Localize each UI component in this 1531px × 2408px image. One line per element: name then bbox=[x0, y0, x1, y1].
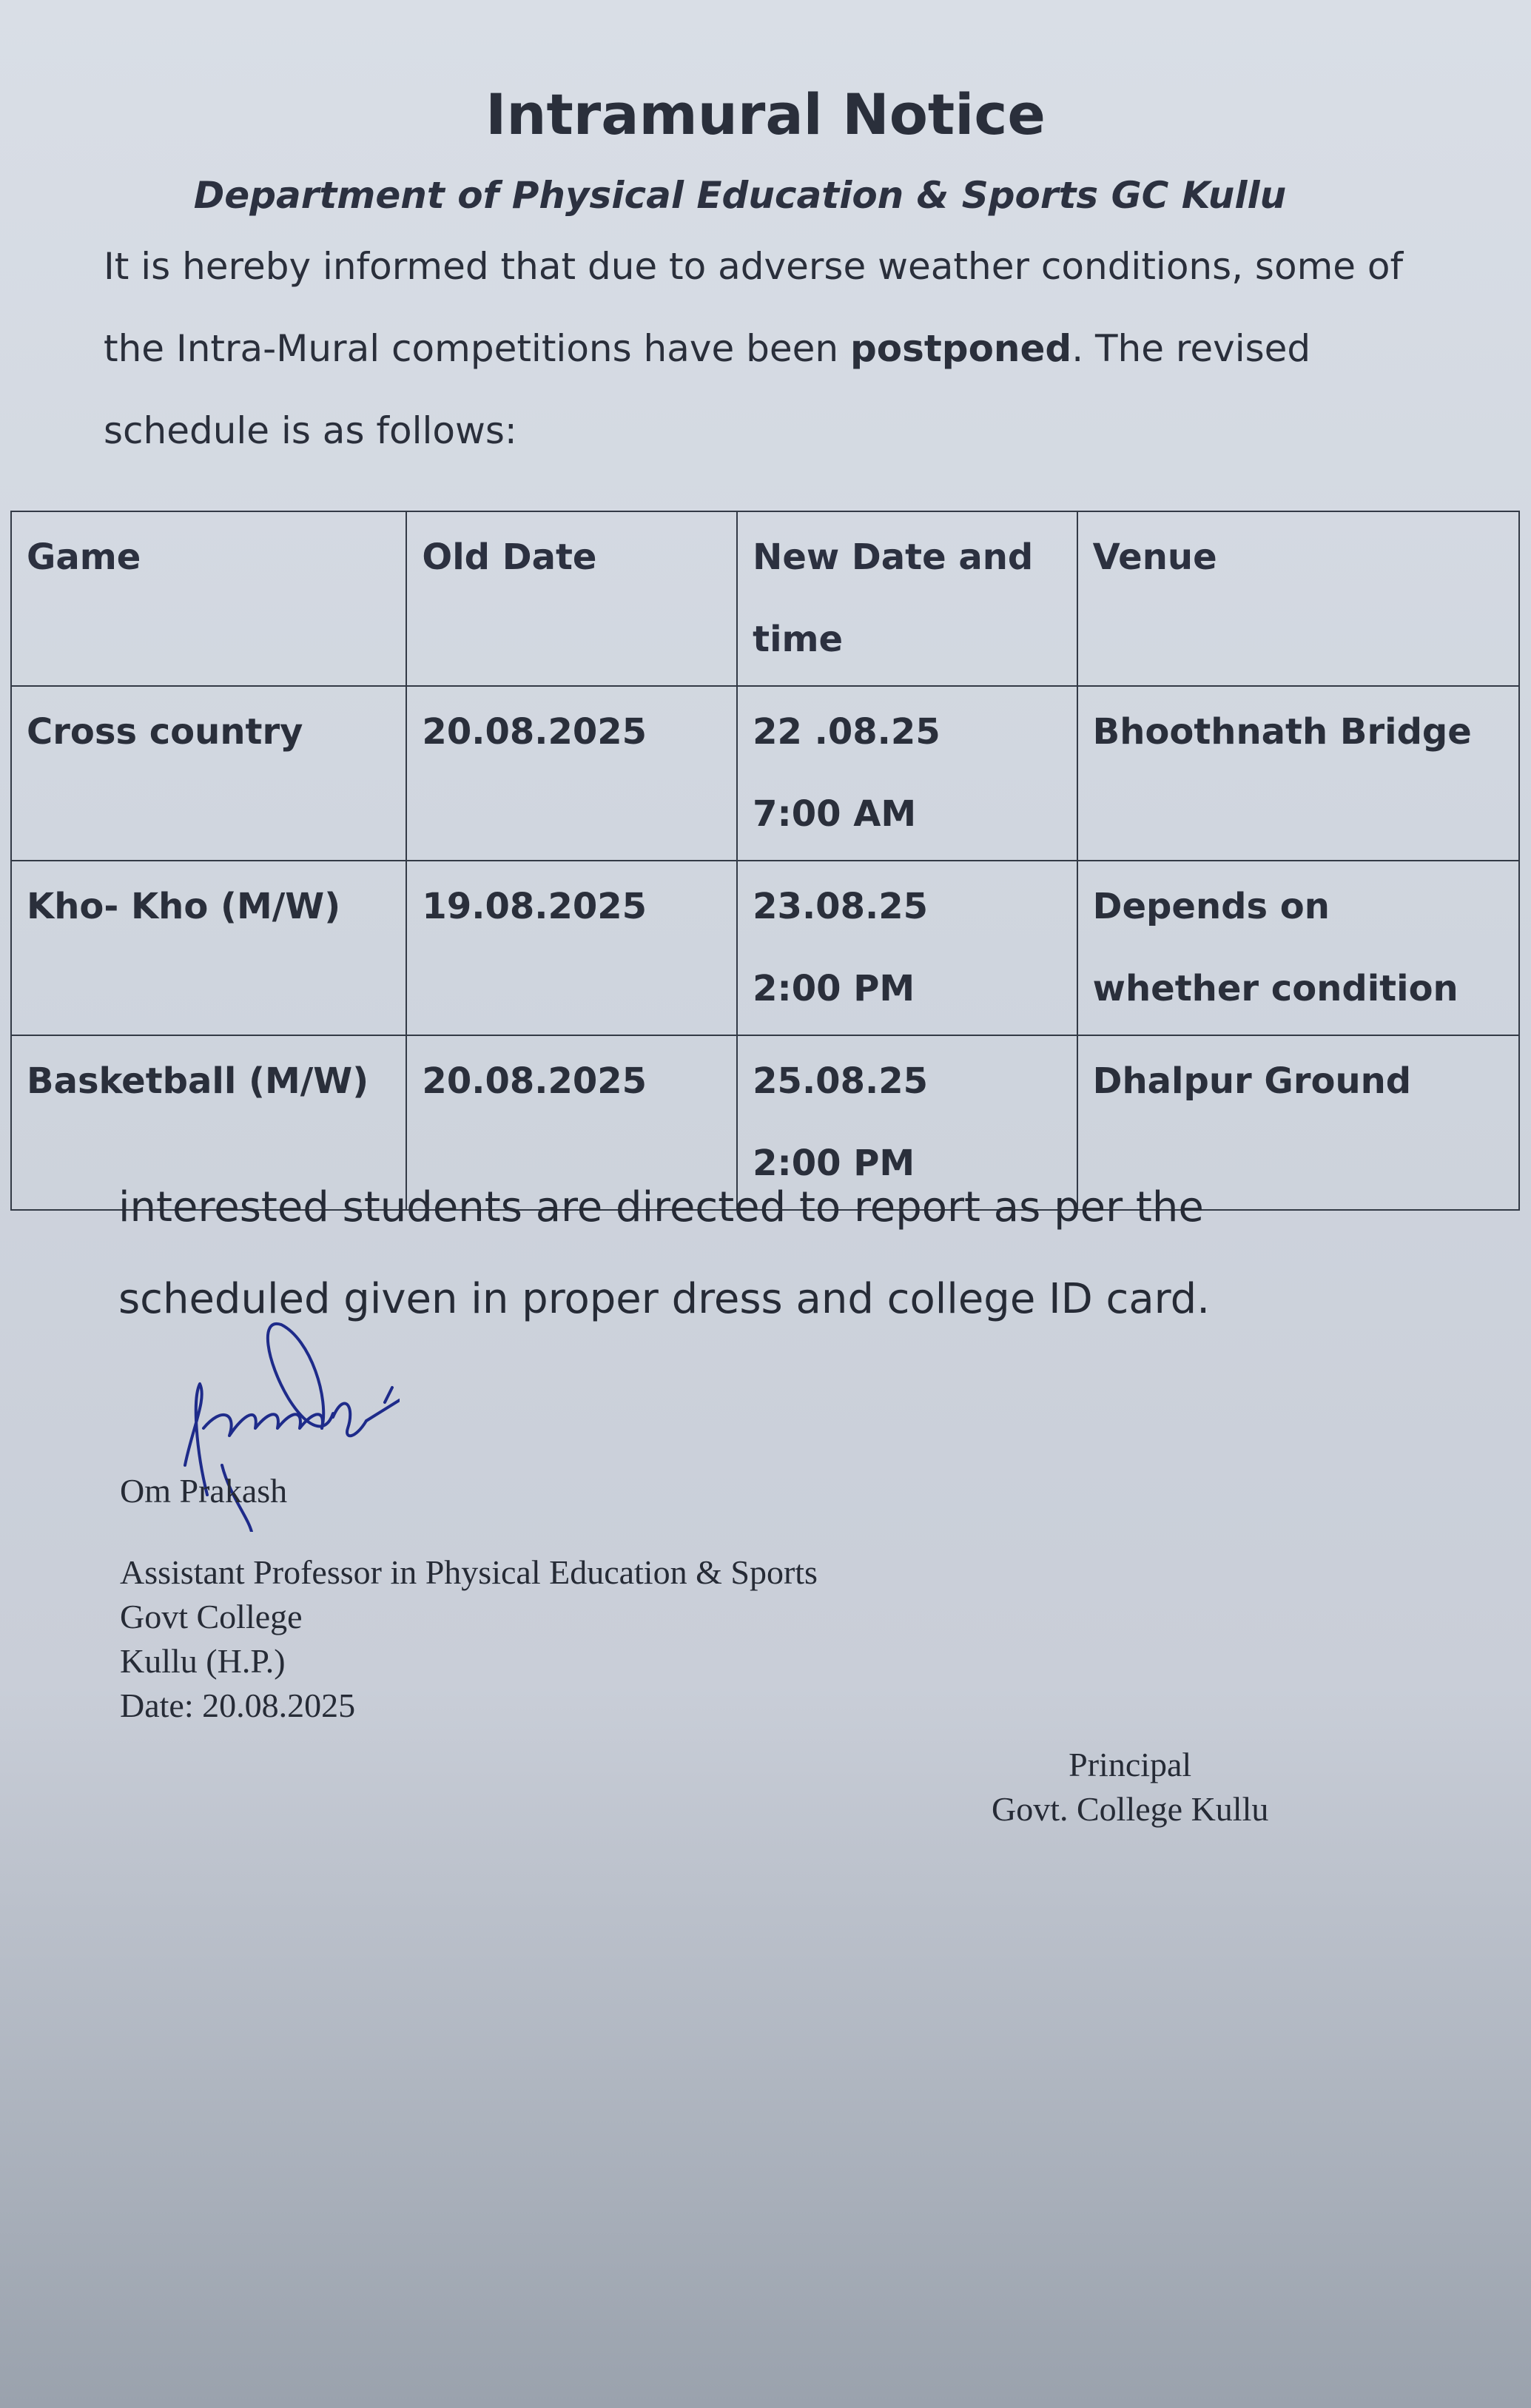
notice-date: Date: 20.08.2025 bbox=[120, 1686, 356, 1724]
cell-game: Basketball (M/W) bbox=[11, 1035, 406, 1210]
cell-new-date bbox=[737, 686, 1077, 861]
closing-paragraph: interested students are directed to report as per the scheduled given in proper dress and college ID card. bbox=[118, 1183, 1211, 1323]
signatory-name: Om Prakash bbox=[120, 1472, 288, 1510]
cell-venue: Bhoothnath Bridge bbox=[1077, 686, 1519, 861]
new-date: 25.08.25 bbox=[753, 1060, 928, 1102]
table-row bbox=[11, 861, 1519, 1035]
new-date: 22 .08.25 bbox=[753, 711, 941, 753]
department-subtitle: Department of Physical Education & Sports GC Kullu bbox=[193, 174, 1287, 217]
principal-block bbox=[992, 1743, 1268, 1832]
new-time: 2:00 PM bbox=[753, 968, 915, 1009]
cell-venue: Dhalpur Ground bbox=[1077, 1035, 1519, 1210]
intro-text-2: . The revised schedule is as follows: bbox=[104, 327, 1311, 452]
signatory-block bbox=[120, 1550, 818, 1728]
intro-paragraph bbox=[104, 226, 1406, 472]
signatory-location: Kullu (H.P.) bbox=[120, 1642, 286, 1680]
principal-title: Principal bbox=[1069, 1746, 1192, 1783]
principal-institution: Govt. College Kullu bbox=[992, 1790, 1269, 1828]
schedule-table bbox=[10, 511, 1520, 1211]
cell-game: Kho- Kho (M/W) bbox=[11, 861, 406, 1035]
cell-old-date: 19.08.2025 bbox=[406, 861, 737, 1035]
new-time: 7:00 AM bbox=[753, 793, 917, 835]
cell-old-date: 20.08.2025 bbox=[406, 1035, 737, 1210]
header-game: Game bbox=[11, 511, 406, 686]
signatory-institution: Govt College bbox=[120, 1598, 303, 1635]
header-new-date: New Date and time bbox=[737, 511, 1077, 686]
table-header-row bbox=[11, 511, 1519, 686]
notice-title: Intramural Notice bbox=[485, 81, 1046, 147]
new-date: 23.08.25 bbox=[753, 886, 928, 927]
intro-bold: postponed bbox=[849, 327, 1072, 370]
cell-venue: Depends on whether condition bbox=[1077, 861, 1519, 1035]
table-row bbox=[11, 686, 1519, 861]
cell-game: Cross country bbox=[11, 686, 406, 861]
signatory-designation: Assistant Professor in Physical Education & Sports bbox=[120, 1553, 818, 1591]
cell-old-date: 20.08.2025 bbox=[406, 686, 737, 861]
cell-new-date bbox=[737, 861, 1077, 1035]
new-time: 2:00 PM bbox=[753, 1143, 915, 1184]
header-venue: Venue bbox=[1077, 511, 1519, 686]
header-old-date: Old Date bbox=[406, 511, 737, 686]
intro-text-1: It is hereby informed that due to adverse weather conditions, some of the Intra-Mural competitions have been bbox=[104, 245, 1404, 370]
